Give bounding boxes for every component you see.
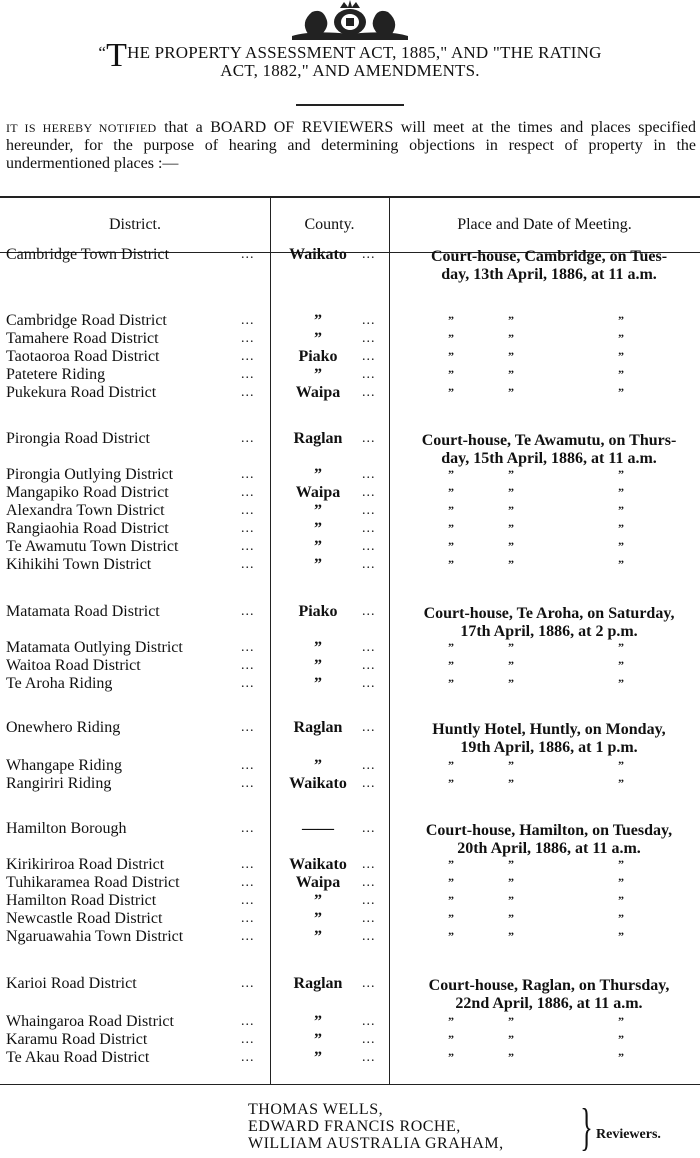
district-leader-dots: ... xyxy=(241,1032,255,1047)
district-name: Karioi Road District xyxy=(6,975,137,992)
county-leader-dots: ... xyxy=(362,640,376,655)
ditto-mark: ” xyxy=(448,1032,454,1046)
meeting-place-line-2: 22nd April, 1886, at 11 a.m. xyxy=(455,995,643,1012)
signatory-2: EDWARD FRANCIS ROCHE, xyxy=(248,1118,461,1135)
district-name: Ngaruawahia Town District xyxy=(6,928,184,945)
district-leader-dots: ... xyxy=(241,367,255,382)
notice-lead: IT IS HEREBY NOTIFIED xyxy=(6,121,157,135)
county-name: ” xyxy=(314,928,322,945)
ditto-mark: ” xyxy=(618,911,624,925)
county-leader-dots: ... xyxy=(362,893,376,908)
meeting-place-line-1: Court-house, Cambridge, on Tues- xyxy=(430,248,668,265)
ditto-mark: ” xyxy=(508,658,514,672)
ditto-mark: ” xyxy=(618,331,624,345)
district-leader-dots: ... xyxy=(241,875,255,890)
ditto-mark: ” xyxy=(448,776,454,790)
ditto-mark: ” xyxy=(448,911,454,925)
county-name: Raglan xyxy=(293,430,343,447)
district-name: Hamilton Road District xyxy=(6,892,157,909)
county-leader-dots: ... xyxy=(362,1050,376,1065)
district-name: Tuhikaramea Road District xyxy=(6,874,180,891)
notice-text: that a BOARD OF REVIEWERS will meet at the times and places specified hereunder, for the purpose of hearing and determining objections in respect of property in the undermentioned places :— xyxy=(6,119,697,172)
county-leader-dots: ... xyxy=(362,676,376,691)
district-name: Te Akau Road District xyxy=(6,1049,150,1066)
meeting-place-line-1: Court-house, Hamilton, on Tuesday, xyxy=(425,822,673,839)
county-leader-dots: ... xyxy=(362,349,376,364)
county-name: ” xyxy=(314,556,322,573)
district-name: Hamilton Borough xyxy=(6,820,127,837)
column-divider-1 xyxy=(270,198,271,1084)
county-name: Waipa xyxy=(295,874,341,891)
ditto-mark: ” xyxy=(448,557,454,571)
ditto-mark: ” xyxy=(448,857,454,871)
meeting-place-line-2: 17th April, 1886, at 2 p.m. xyxy=(460,623,638,640)
ditto-mark: ” xyxy=(448,503,454,517)
ditto-mark: ” xyxy=(448,385,454,399)
brace: } xyxy=(580,1099,593,1156)
ditto-mark: ” xyxy=(508,911,514,925)
county-name: ” xyxy=(314,1031,322,1048)
signatory-1: THOMAS WELLS, xyxy=(248,1101,384,1118)
county-leader-dots: ... xyxy=(362,1014,376,1029)
ditto-mark: ” xyxy=(618,929,624,943)
county-leader-dots: ... xyxy=(362,911,376,926)
county-leader-dots: ... xyxy=(362,976,376,991)
county-name: —— xyxy=(302,820,334,837)
district-name: Kirikiriroa Road District xyxy=(6,856,165,873)
ditto-mark: ” xyxy=(618,1050,624,1064)
meeting-place-line-2: 19th April, 1886, at 1 p.m. xyxy=(460,739,638,756)
county-name: ” xyxy=(314,892,322,909)
district-name: Whaingaroa Road District xyxy=(6,1013,174,1030)
county-leader-dots: ... xyxy=(362,539,376,554)
district-name: Whangape Riding xyxy=(6,757,122,774)
ditto-mark: ” xyxy=(508,1050,514,1064)
district-name: Newcastle Road District xyxy=(6,910,163,927)
county-leader-dots: ... xyxy=(362,875,376,890)
ditto-mark: ” xyxy=(618,467,624,481)
title-divider xyxy=(296,104,404,106)
county-name: ” xyxy=(314,1013,322,1030)
ditto-mark: ” xyxy=(618,776,624,790)
ditto-mark: ” xyxy=(448,349,454,363)
county-leader-dots: ... xyxy=(362,857,376,872)
district-name: Alexandra Town District xyxy=(6,502,165,519)
district-leader-dots: ... xyxy=(241,247,255,262)
county-name: Waipa xyxy=(295,384,341,401)
district-name: Matamata Road District xyxy=(6,603,160,620)
district-leader-dots: ... xyxy=(241,349,255,364)
ditto-mark: ” xyxy=(618,676,624,690)
county-leader-dots: ... xyxy=(362,485,376,500)
county-leader-dots: ... xyxy=(362,821,376,836)
ditto-mark: ” xyxy=(618,1014,624,1028)
header-district: District. xyxy=(109,216,161,233)
district-leader-dots: ... xyxy=(241,331,255,346)
district-name: Karamu Road District xyxy=(6,1031,148,1048)
district-name: Te Awamutu Town District xyxy=(6,538,179,555)
ditto-mark: ” xyxy=(448,875,454,889)
ditto-mark: ” xyxy=(508,467,514,481)
county-name: ” xyxy=(314,520,322,537)
county-name: Raglan xyxy=(293,975,343,992)
district-leader-dots: ... xyxy=(241,1014,255,1029)
district-name: Onewhero Riding xyxy=(6,719,121,736)
county-leader-dots: ... xyxy=(362,776,376,791)
ditto-mark: ” xyxy=(448,893,454,907)
county-name: Piako xyxy=(298,603,338,620)
ditto-mark: ” xyxy=(448,521,454,535)
county-name: Piako xyxy=(298,348,338,365)
county-name: ” xyxy=(314,366,322,383)
county-leader-dots: ... xyxy=(362,313,376,328)
district-leader-dots: ... xyxy=(241,893,255,908)
district-name: Te Aroha Riding xyxy=(6,675,113,692)
ditto-mark: ” xyxy=(618,313,624,327)
district-leader-dots: ... xyxy=(241,776,255,791)
county-name: Waipa xyxy=(295,484,341,501)
ditto-mark: ” xyxy=(508,557,514,571)
notice-paragraph xyxy=(6,119,696,173)
ditto-mark: ” xyxy=(508,929,514,943)
ditto-mark: ” xyxy=(508,1032,514,1046)
district-leader-dots: ... xyxy=(241,385,255,400)
ditto-mark: ” xyxy=(618,640,624,654)
county-leader-dots: ... xyxy=(362,720,376,735)
ditto-mark: ” xyxy=(508,349,514,363)
title-line-1: HE PROPERTY ASSESSMENT ACT, 1885," AND "THE RATING xyxy=(127,43,602,62)
district-leader-dots: ... xyxy=(241,539,255,554)
county-leader-dots: ... xyxy=(362,758,376,773)
county-leader-dots: ... xyxy=(362,503,376,518)
ditto-mark: ” xyxy=(618,539,624,553)
royal-coat-of-arms-icon xyxy=(282,0,418,40)
ditto-mark: ” xyxy=(508,539,514,553)
county-leader-dots: ... xyxy=(362,467,376,482)
ditto-mark: ” xyxy=(618,875,624,889)
ditto-mark: ” xyxy=(508,857,514,871)
meeting-place-line-1: Court-house, Raglan, on Thursday, xyxy=(428,977,670,994)
county-name: ” xyxy=(314,538,322,555)
table-top-rule xyxy=(0,196,700,198)
county-name: ” xyxy=(314,1049,322,1066)
ditto-mark: ” xyxy=(448,658,454,672)
district-leader-dots: ... xyxy=(241,431,255,446)
district-name: Kihikihi Town District xyxy=(6,556,152,573)
ditto-mark: ” xyxy=(448,367,454,381)
ditto-mark: ” xyxy=(508,1014,514,1028)
ditto-mark: ” xyxy=(618,893,624,907)
county-leader-dots: ... xyxy=(362,247,376,262)
ditto-mark: ” xyxy=(618,1032,624,1046)
ditto-mark: ” xyxy=(508,331,514,345)
ditto-mark: ” xyxy=(448,485,454,499)
ditto-mark: ” xyxy=(508,521,514,535)
meeting-place-line-1: Court-house, Te Awamutu, on Thurs- xyxy=(421,432,677,449)
district-leader-dots: ... xyxy=(241,720,255,735)
ditto-mark: ” xyxy=(448,1014,454,1028)
column-divider-2 xyxy=(389,198,390,1084)
district-name: Tamahere Road District xyxy=(6,330,159,347)
ditto-mark: ” xyxy=(448,676,454,690)
district-name: Matamata Outlying District xyxy=(6,639,183,656)
ditto-mark: ” xyxy=(508,776,514,790)
ditto-mark: ” xyxy=(618,758,624,772)
district-leader-dots: ... xyxy=(241,758,255,773)
meeting-place-line-1: Huntly Hotel, Huntly, on Monday, xyxy=(432,721,666,738)
meeting-place-line-2: day, 13th April, 1886, at 11 a.m. xyxy=(441,266,657,283)
district-leader-dots: ... xyxy=(241,658,255,673)
ditto-mark: ” xyxy=(618,557,624,571)
district-name: Rangiaohia Road District xyxy=(6,520,169,537)
county-leader-dots: ... xyxy=(362,1032,376,1047)
county-leader-dots: ... xyxy=(362,557,376,572)
ditto-mark: ” xyxy=(448,467,454,481)
ditto-mark: ” xyxy=(448,1050,454,1064)
ditto-mark: ” xyxy=(508,367,514,381)
ditto-mark: ” xyxy=(508,758,514,772)
ditto-mark: ” xyxy=(508,640,514,654)
county-name: Waikato xyxy=(289,246,347,263)
district-leader-dots: ... xyxy=(241,503,255,518)
ditto-mark: ” xyxy=(618,349,624,363)
county-leader-dots: ... xyxy=(362,367,376,382)
district-name: Taotaoroa Road District xyxy=(6,348,160,365)
county-name: ” xyxy=(314,757,322,774)
district-name: Pirongia Road District xyxy=(6,430,150,447)
ditto-mark: ” xyxy=(508,503,514,517)
county-name: ” xyxy=(314,675,322,692)
district-leader-dots: ... xyxy=(241,640,255,655)
ditto-mark: ” xyxy=(618,385,624,399)
county-name: ” xyxy=(314,330,322,347)
county-name: Waikato xyxy=(289,856,347,873)
meeting-place-line-1: Court-house, Te Aroha, on Saturday, xyxy=(423,605,675,622)
county-name: ” xyxy=(314,657,322,674)
county-name: ” xyxy=(314,502,322,519)
meeting-place-line-2: 20th April, 1886, at 11 a.m. xyxy=(457,840,641,857)
district-name: Cambridge Road District xyxy=(6,312,167,329)
district-name: Pirongia Outlying District xyxy=(6,466,174,483)
ditto-mark: ” xyxy=(448,331,454,345)
ditto-mark: ” xyxy=(618,658,624,672)
county-leader-dots: ... xyxy=(362,604,376,619)
signatory-3: WILLIAM AUSTRALIA GRAHAM, xyxy=(248,1135,504,1152)
ditto-mark: ” xyxy=(618,857,624,871)
county-leader-dots: ... xyxy=(362,658,376,673)
ditto-mark: ” xyxy=(448,313,454,327)
ditto-mark: ” xyxy=(508,385,514,399)
ditto-mark: ” xyxy=(618,521,624,535)
district-leader-dots: ... xyxy=(241,313,255,328)
district-name: Rangiriri Riding xyxy=(6,775,112,792)
ditto-mark: ” xyxy=(448,539,454,553)
ditto-mark: ” xyxy=(508,313,514,327)
ditto-mark: ” xyxy=(508,875,514,889)
table-bottom-rule xyxy=(0,1084,700,1085)
district-name: Patetere Riding xyxy=(6,366,106,383)
district-leader-dots: ... xyxy=(241,521,255,536)
ditto-mark: ” xyxy=(508,676,514,690)
county-leader-dots: ... xyxy=(362,385,376,400)
district-leader-dots: ... xyxy=(241,857,255,872)
district-name: Pukekura Road District xyxy=(6,384,157,401)
district-name: Waitoa Road District xyxy=(6,657,141,674)
title-initial: T xyxy=(106,37,128,74)
district-leader-dots: ... xyxy=(241,821,255,836)
district-leader-dots: ... xyxy=(241,911,255,926)
district-leader-dots: ... xyxy=(241,557,255,572)
district-name: Mangapiko Road District xyxy=(6,484,169,501)
ditto-mark: ” xyxy=(618,503,624,517)
county-name: ” xyxy=(314,639,322,656)
county-leader-dots: ... xyxy=(362,331,376,346)
ditto-mark: ” xyxy=(618,485,624,499)
title-line-2: ACT, 1882," AND AMENDMENTS. xyxy=(220,61,480,80)
ditto-mark: ” xyxy=(618,367,624,381)
county-name: Raglan xyxy=(293,719,343,736)
ditto-mark: ” xyxy=(448,929,454,943)
district-name: Cambridge Town District xyxy=(6,246,170,263)
district-leader-dots: ... xyxy=(241,976,255,991)
district-leader-dots: ... xyxy=(241,485,255,500)
county-name: ” xyxy=(314,910,322,927)
act-title: “THE PROPERTY ASSESSMENT ACT, 1885," AND "THE RATING ACT, 1882," AND AMENDMENTS. xyxy=(0,44,700,80)
district-leader-dots: ... xyxy=(241,604,255,619)
reviewers-label: Reviewers. xyxy=(596,1127,661,1142)
district-leader-dots: ... xyxy=(241,929,255,944)
ditto-mark: ” xyxy=(508,485,514,499)
ditto-mark: ” xyxy=(448,640,454,654)
district-leader-dots: ... xyxy=(241,676,255,691)
county-name: ” xyxy=(314,466,322,483)
county-name: ” xyxy=(314,312,322,329)
district-leader-dots: ... xyxy=(241,1050,255,1065)
ditto-mark: ” xyxy=(508,893,514,907)
county-leader-dots: ... xyxy=(362,929,376,944)
county-leader-dots: ... xyxy=(362,521,376,536)
ditto-mark: ” xyxy=(448,758,454,772)
meeting-place-line-2: day, 15th April, 1886, at 11 a.m. xyxy=(441,450,657,467)
district-leader-dots: ... xyxy=(241,467,255,482)
header-place-date: Place and Date of Meeting. xyxy=(457,216,632,233)
county-leader-dots: ... xyxy=(362,431,376,446)
county-name: Waikato xyxy=(289,775,347,792)
header-county: County. xyxy=(304,216,355,233)
